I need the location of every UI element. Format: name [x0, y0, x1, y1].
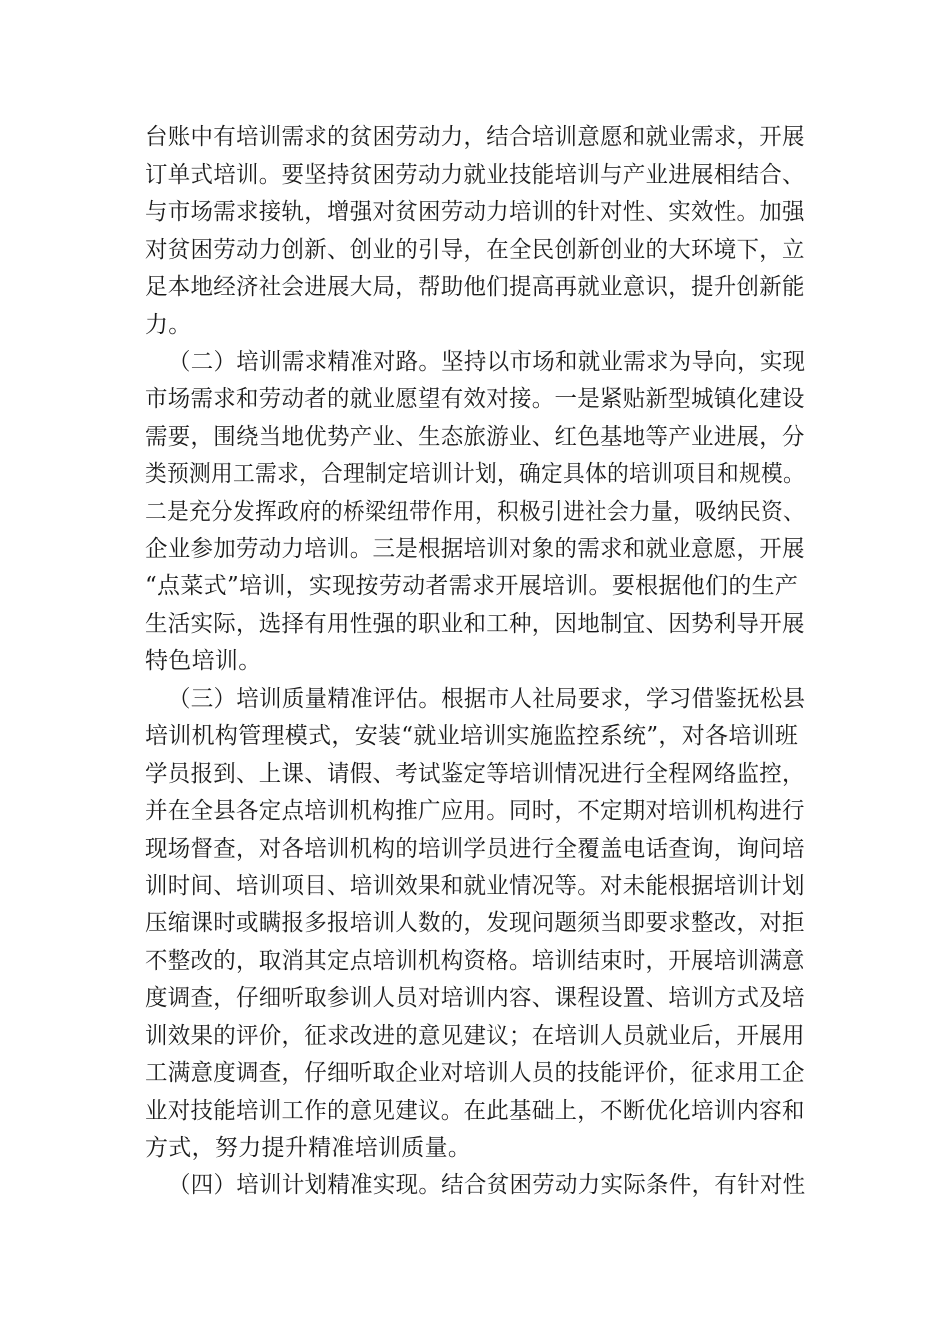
text-line: 需要，围绕当地优势产业、生态旅游业、红色基地等产业进展，分: [145, 424, 805, 450]
text-line: 方式，努力提升精准培训质量。: [145, 1135, 472, 1161]
text-line: 学员报到、上课、请假、考试鉴定等培训情况进行全程网络监控，: [145, 761, 805, 787]
text-line: 压缩课时或瞒报多报培训人数的，发现问题须当即要求整改，对拒: [145, 910, 805, 936]
text-line: 不整改的，取消其定点培训机构资格。培训结束时，开展培训满意: [145, 948, 805, 974]
text-line: 市场需求和劳动者的就业愿望有效对接。一是紧贴新型城镇化建设: [145, 386, 805, 412]
text-line: 力。: [145, 312, 192, 338]
text-line: “点菜式”培训，实现按劳动者需求开展培训。要根据他们的生产: [145, 573, 799, 599]
text-line: 培训机构管理模式，安装“就业培训实施监控系统”，对各培训班: [145, 723, 799, 749]
section-heading-line: （四）培训计划精准实现。结合贫困劳动力实际条件，有针对性: [168, 1172, 806, 1198]
text-line: 并在全县各定点培训机构推广应用。同时，不定期对培训机构进行: [145, 798, 805, 824]
text-line: 企业参加劳动力培训。三是根据培训对象的需求和就业意愿，开展: [145, 536, 805, 562]
text-line: 工满意度调查，仔细听取企业对培训人员的技能评价，征求用工企: [145, 1060, 805, 1086]
text-line: 特色培训。: [145, 648, 262, 674]
text-line: 二是充分发挥政府的桥梁纽带作用，积极引进社会力量，吸纳民资、: [145, 499, 805, 525]
text-line: 订单式培训。要坚持贫困劳动力就业技能培训与产业进展相结合、: [145, 162, 805, 188]
text-line: 生活实际，选择有用性强的职业和工种，因地制宜、因势利导开展: [145, 611, 805, 637]
section-heading-line: （三）培训质量精准评估。根据市人社局要求，学习借鉴抚松县: [168, 686, 806, 712]
text-line: 类预测用工需求，合理制定培训计划，确定具体的培训项目和规模。: [145, 461, 805, 487]
text-line: 度调查，仔细听取参训人员对培训内容、课程设置、培训方式及培: [145, 985, 805, 1011]
text-line: 台账中有培训需求的贫困劳动力，结合培训意愿和就业需求，开展: [145, 124, 805, 150]
section-heading-line: （二）培训需求精准对路。坚持以市场和就业需求为导向，实现: [168, 349, 806, 375]
text-line: 足本地经济社会进展大局，帮助他们提高再就业意识，提升创新能: [145, 274, 805, 300]
text-line: 现场督查，对各培训机构的培训学员进行全覆盖电话查询，询问培: [145, 836, 805, 862]
text-line: 对贫困劳动力创新、创业的引导，在全民创新创业的大环境下，立: [145, 237, 805, 263]
text-line: 训时间、培训项目、培训效果和就业情况等。对未能根据培训计划: [145, 873, 805, 899]
text-line: 业对技能培训工作的意见建议。在此基础上，不断优化培训内容和: [145, 1098, 805, 1124]
text-line: 与市场需求接轨，增强对贫困劳动力培训的针对性、实效性。加强: [145, 199, 805, 225]
text-line: 训效果的评价，征求改进的意见建议；在培训人员就业后，开展用: [145, 1023, 805, 1049]
